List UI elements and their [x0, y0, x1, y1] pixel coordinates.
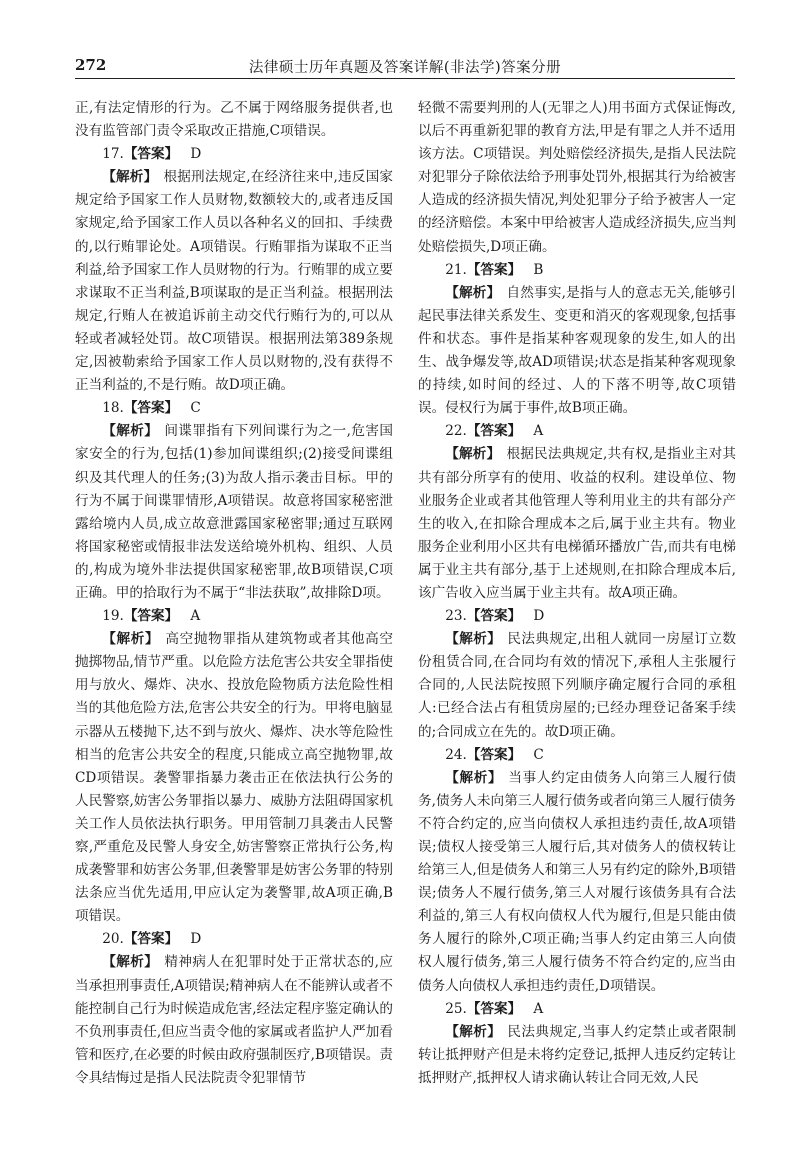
answer-18: [75, 397, 393, 420]
analysis-19: [75, 628, 393, 928]
answer-22: [418, 420, 736, 443]
answer-17: [75, 143, 393, 166]
answer-tag: 【答案】: [123, 146, 179, 163]
left-column: [75, 97, 393, 1090]
answer-21: [418, 259, 736, 282]
analysis-17: [75, 166, 393, 397]
analysis-text: 间谍罪指有下列间谍行为之一,危害国家安全的行为,包括(1)参加间谍组织;(2)接受间谍组织及其代理人的任务;(3)为敌人指示袭击目标。甲的行为不属于间谍罪情形,A项错误。故意将国家秘密泄露给境内人员,成立故意泄露国家秘密罪;通过互联网将国家秘密或情报非法发送给境外机构、组织、人员的,构成为境外非法提供国家秘密罪,故B项错误,C项正确。甲的拾取行为不属于“非法获取”,故排除D项。: [75, 423, 393, 601]
answer-tag: 【答案】: [466, 608, 522, 625]
answer-tag: 【答案】: [123, 400, 179, 417]
analysis-text: 根据刑法规定,在经济往来中,违反国家规定给予国家工作人员财物,数额较大的,或者违反国家规定,给予国家工作人员以各种名义的回扣、手续费的,以行贿罪论处。A项错误。行贿罪指为谋取不正当利益,给予国家工作人员财物的行为。行贿罪的成立要求谋取不正当利益,B项谋取的是正当利益。根据刑法规定,行贿人在被追诉前主动交代行贿行为的,可以从轻或者减轻处罚。故C项错误。根据刑法第389条规定,因被勒索给予国家工作人员以财物的,没有获得不正当利益的,不是行贿。故D项正确。: [75, 169, 393, 394]
analysis-text: 根据民法典规定,共有权,是指业主对其共有部分所享有的使用、收益的权利。建设单位、物业服务企业或者其他管理人等利用业主的共有部分产生的收入,在扣除合理成本之后,属于业主共有。物业服务企业利用小区共有电梯循环播放广告,而共有电梯属于业主共有部分,基于上述规则,在扣除合理成本后,该广告收入应当属于业主共有。故A项正确。: [418, 446, 736, 601]
analysis-tag: 【解析】: [445, 1023, 502, 1040]
answer-value: C: [190, 400, 201, 417]
question-number: 19.: [102, 608, 124, 625]
analysis-text: 精神病人在犯罪时处于正常状态的,应当承担刑事责任,A项错误;精神病人在不能辨认或者不能控制自己行为时候造成危害,经法定程序鉴定确认的不负刑事责任,但应当责令他的家属或者监护人严加看管和医疗,在必要的时候由政府强制医疗,B项错误。责令具结悔过是指人民法院责令犯罪情节: [75, 954, 393, 1086]
analysis-tag: 【解析】: [102, 169, 158, 186]
analysis-24: [418, 767, 736, 998]
analysis-tag: 【解析】: [445, 769, 503, 786]
answer-value: A: [533, 423, 544, 440]
running-title: 法律硕士历年真题及答案详解(非法学)答案分册: [248, 60, 562, 76]
answer-20: [75, 928, 393, 951]
analysis-text: 自然事实,是指与人的意志无关,能够引起民事法律关系发生、变更和消灭的客观现象,包括事件和状态。事件是指某种客观现象的发生,如人的出生、战争爆发等,故AD项错误;状态是指某种客观现象的持续,如时间的经过、人的下落不明等,故C项错误。侵权行为属于事件,故B项正确。: [418, 284, 736, 417]
analysis-21: [418, 282, 736, 421]
analysis-tag: 【解析】: [102, 954, 159, 971]
answer-value: A: [190, 608, 201, 625]
analysis-20: [75, 951, 393, 1090]
analysis-tag: 【解析】: [445, 284, 501, 301]
continued-paragraph: 轻微不需要判刑的人(无罪之人)用书面方式保证悔改,以后不再重新犯罪的教育方法,甲是有罪之人并不适用该方法。C项错误。判处赔偿经济损失,是指人民法院对犯罪分子除依法给予刑事处罚外,根据其行为给被害人造成的经济损失情况,判处犯罪分子给予被害人一定的经济赔偿。本案中甲给被害人造成经济损失,应当判处赔偿损失,D项正确。: [418, 100, 736, 255]
analysis-tag: 【解析】: [445, 446, 501, 463]
analysis-text: 高空抛物罪指从建筑物或者其他高空抛掷物品,情节严重。以危险方法危害公共安全罪指使用与放火、爆炸、决水、投放危险物质方法危险性相当的其他危险方法,危害公共安全的行为。甲将电脑显示器从五楼抛下,达不到与放火、爆炸、决水等危险性相当的危害公共安全的程度,只能成立高空抛物罪,故CD项错误。袭警罪指暴力袭击正在依法执行公务的人民警察,妨害公务罪指以暴力、威胁方法阻碍国家机关工作人员依法执行职务。甲用管制刀具袭击人民警察,严重危及民警人身安全,妨害警察正常执行公务,构成袭警罪和妨害公务罪,但袭警罪是妨害公务罪的特别法条应当优先适用,甲应认定为袭警罪,故A项正确,B项错误。: [75, 631, 394, 925]
question-number: 20.: [102, 931, 124, 948]
analysis-tag: 【解析】: [445, 631, 502, 648]
answer-23: [418, 605, 736, 628]
analysis-tag: 【解析】: [102, 631, 160, 648]
question-number: 21.: [445, 261, 467, 278]
analysis-18: [75, 420, 393, 605]
answer-24: [418, 744, 736, 767]
analysis-text: 民法典规定,当事人约定禁止或者限制转让抵押财产但是未将约定登记,抵押人违反约定转让抵押财产,抵押权人请求确认转让合同无效,人民: [418, 1023, 736, 1086]
question-number: 25.: [445, 1000, 467, 1017]
page-header: [75, 52, 735, 79]
answer-value: B: [533, 261, 544, 278]
question-number: 17.: [102, 146, 124, 163]
analysis-25: [418, 1021, 736, 1090]
answer-value: D: [533, 608, 545, 625]
answer-tag: 【答案】: [466, 423, 522, 440]
answer-tag: 【答案】: [123, 931, 179, 948]
continued-paragraph: 正,有法定情形的行为。乙不属于网络服务提供者,也没有监管部门责令采取改正措施,C项错误。: [75, 100, 393, 140]
answer-value: A: [533, 1000, 544, 1017]
answer-tag: 【答案】: [466, 1000, 522, 1017]
answer-19: [75, 605, 393, 628]
question-number: 23.: [445, 608, 467, 625]
answer-value: C: [533, 746, 544, 763]
answer-value: D: [190, 146, 202, 163]
question-number: 22.: [445, 423, 467, 440]
answer-value: D: [190, 931, 202, 948]
answer-tag: 【答案】: [123, 608, 179, 625]
analysis-tag: 【解析】: [102, 423, 159, 440]
page-number: 272: [75, 56, 107, 74]
question-number: 18.: [102, 400, 124, 417]
question-number: 24.: [445, 746, 467, 763]
answer-25: [418, 998, 736, 1021]
analysis-23: [418, 628, 736, 743]
answer-tag: 【答案】: [466, 261, 522, 278]
analysis-text: 民法典规定,出租人就同一房屋订立数份租赁合同,在合同均有效的情况下,承租人主张履行合同的,人民法院按照下列顺序确定履行合同的承租人:已经合法占有租赁房屋的;已经办理登记备案手续的;合同成立在先的。故D项正确。: [418, 631, 736, 740]
right-column: [418, 97, 736, 1090]
analysis-22: [418, 443, 736, 605]
answer-tag: 【答案】: [466, 746, 522, 763]
analysis-text: 当事人约定由债务人向第三人履行债务,债务人未向第三人履行债务或者向第三人履行债务不符合约定的,应当向债权人承担违约责任,故A项错误;债权人接受第三人履行后,其对债务人的债权转让给第三人,但是债务人和第三人另有约定的除外,B项错误;债务人不履行债务,第三人对履行该债务具有合法利益的,第三人有权向债权人代为履行,但是只能由债务人履行的除外,C项正确;当事人约定由第三人向债权人履行债务,第三人履行债务不符合约定的,应当由债务人向债权人承担违约责任,D项错误。: [418, 769, 737, 994]
